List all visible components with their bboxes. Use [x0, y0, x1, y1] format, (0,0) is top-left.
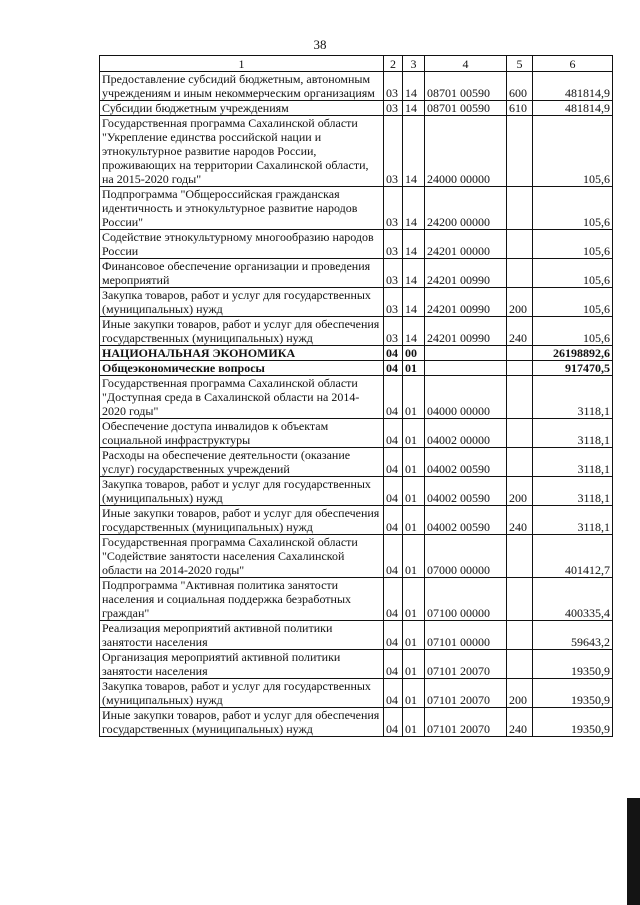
- expense-type-cell: 600: [507, 72, 533, 101]
- section-code-cell: 04: [384, 419, 403, 448]
- subsection-code-cell: 14: [403, 101, 425, 116]
- subsection-code-cell: 01: [403, 621, 425, 650]
- amount-cell: 26198892,6: [533, 346, 613, 361]
- row-name-cell: Субсидии бюджетным учреждениям: [100, 101, 384, 116]
- section-code-cell: 03: [384, 187, 403, 230]
- row-name-cell: Расходы на обеспечение деятельности (оказание услуг) государственных учреждений: [100, 448, 384, 477]
- expense-type-cell: [507, 259, 533, 288]
- table-row: [100, 376, 613, 419]
- target-article-cell: 24201 00990: [425, 288, 507, 317]
- amount-cell: 19350,9: [533, 679, 613, 708]
- section-code-cell: 03: [384, 101, 403, 116]
- section-code-cell: 04: [384, 578, 403, 621]
- table-row: [100, 116, 613, 187]
- row-name-cell: Закупка товаров, работ и услуг для государственных (муниципальных) нужд: [100, 288, 384, 317]
- target-article-cell: 04000 00000: [425, 376, 507, 419]
- target-article-cell: 04002 00000: [425, 419, 507, 448]
- amount-cell: 19350,9: [533, 650, 613, 679]
- section-code-cell: 03: [384, 317, 403, 346]
- header-col-4: 4: [425, 56, 507, 72]
- page-number: 38: [313, 37, 327, 52]
- table-row: [100, 230, 613, 259]
- row-name-cell: Государственная программа Сахалинской области "Укрепление единства российской нации и этнокультурное развитие народов России, проживающих на территории Сахалинской области, на 2015-2020 годы": [100, 116, 384, 187]
- amount-cell: 105,6: [533, 187, 613, 230]
- subsection-code-cell: 14: [403, 317, 425, 346]
- table-row: [100, 288, 613, 317]
- table-body: [100, 72, 613, 737]
- target-article-cell: 24200 00000: [425, 187, 507, 230]
- amount-cell: 19350,9: [533, 708, 613, 737]
- expense-type-cell: [507, 230, 533, 259]
- amount-cell: 3118,1: [533, 419, 613, 448]
- target-article-cell: 07101 00000: [425, 621, 507, 650]
- expense-type-cell: 240: [507, 506, 533, 535]
- subsection-code-cell: 01: [403, 419, 425, 448]
- expense-type-cell: [507, 346, 533, 361]
- section-code-cell: 03: [384, 72, 403, 101]
- subsection-code-cell: 01: [403, 448, 425, 477]
- header-col-3: 3: [403, 56, 425, 72]
- table-row: [100, 187, 613, 230]
- table-row: [100, 259, 613, 288]
- section-code-cell: 03: [384, 288, 403, 317]
- table-row: [100, 650, 613, 679]
- amount-cell: 917470,5: [533, 361, 613, 376]
- target-article-cell: 07101 20070: [425, 679, 507, 708]
- table-row: [100, 419, 613, 448]
- expense-type-cell: [507, 578, 533, 621]
- table-row: [100, 679, 613, 708]
- expense-type-cell: 240: [507, 317, 533, 346]
- subsection-code-cell: 00: [403, 346, 425, 361]
- section-code-cell: 04: [384, 448, 403, 477]
- budget-table: [99, 55, 613, 737]
- amount-cell: 3118,1: [533, 376, 613, 419]
- target-article-cell: 04002 00590: [425, 506, 507, 535]
- table-row: [100, 101, 613, 116]
- expense-type-cell: 610: [507, 101, 533, 116]
- section-code-cell: 04: [384, 477, 403, 506]
- target-article-cell: 08701 00590: [425, 72, 507, 101]
- target-article-cell: 07000 00000: [425, 535, 507, 578]
- section-code-cell: 03: [384, 259, 403, 288]
- target-article-cell: 08701 00590: [425, 101, 507, 116]
- amount-cell: 105,6: [533, 259, 613, 288]
- amount-cell: 3118,1: [533, 448, 613, 477]
- table-row: [100, 621, 613, 650]
- expense-type-cell: 200: [507, 679, 533, 708]
- table-row: [100, 72, 613, 101]
- target-article-cell: [425, 361, 507, 376]
- section-code-cell: 04: [384, 535, 403, 578]
- subsection-code-cell: 01: [403, 708, 425, 737]
- target-article-cell: 24000 00000: [425, 116, 507, 187]
- section-code-cell: 04: [384, 376, 403, 419]
- target-article-cell: 07101 20070: [425, 708, 507, 737]
- row-name-cell: Организация мероприятий активной политики занятости населения: [100, 650, 384, 679]
- subsection-code-cell: 14: [403, 187, 425, 230]
- subsection-code-cell: 14: [403, 116, 425, 187]
- table-row: [100, 346, 613, 361]
- row-name-cell: Государственная программа Сахалинской области "Содействие занятости населения Сахалинской области на 2014-2020 годы": [100, 535, 384, 578]
- scan-edge-mark: [627, 798, 640, 905]
- row-name-cell: Закупка товаров, работ и услуг для государственных (муниципальных) нужд: [100, 477, 384, 506]
- section-code-cell: 04: [384, 621, 403, 650]
- row-name-cell: Подпрограмма "Общероссийская гражданская идентичность и этнокультурное развитие народов России": [100, 187, 384, 230]
- amount-cell: 400335,4: [533, 578, 613, 621]
- expense-type-cell: 240: [507, 708, 533, 737]
- section-code-cell: 04: [384, 679, 403, 708]
- subsection-code-cell: 01: [403, 477, 425, 506]
- expense-type-cell: 200: [507, 477, 533, 506]
- row-name-cell: Иные закупки товаров, работ и услуг для обеспечения государственных (муниципальных) нужд: [100, 708, 384, 737]
- subsection-code-cell: 14: [403, 288, 425, 317]
- amount-cell: 401412,7: [533, 535, 613, 578]
- table-row: [100, 448, 613, 477]
- amount-cell: 105,6: [533, 317, 613, 346]
- header-col-1: 1: [100, 56, 384, 72]
- subsection-code-cell: 01: [403, 376, 425, 419]
- expense-type-cell: [507, 187, 533, 230]
- row-name-cell: Предоставление субсидий бюджетным, автономным учреждениям и иным некоммерческим организациям: [100, 72, 384, 101]
- row-name-cell: Реализация мероприятий активной политики занятости населения: [100, 621, 384, 650]
- amount-cell: 481814,9: [533, 101, 613, 116]
- subsection-code-cell: 01: [403, 578, 425, 621]
- section-code-cell: 04: [384, 708, 403, 737]
- amount-cell: 105,6: [533, 230, 613, 259]
- target-article-cell: 24201 00990: [425, 259, 507, 288]
- target-article-cell: 04002 00590: [425, 448, 507, 477]
- table-row: [100, 506, 613, 535]
- expense-type-cell: [507, 116, 533, 187]
- table-header-row: [100, 56, 613, 72]
- table-row: [100, 708, 613, 737]
- row-name-cell: Финансовое обеспечение организации и проведения мероприятий: [100, 259, 384, 288]
- table-row: [100, 535, 613, 578]
- amount-cell: 59643,2: [533, 621, 613, 650]
- target-article-cell: 04002 00590: [425, 477, 507, 506]
- header-col-6: 6: [533, 56, 613, 72]
- target-article-cell: 07100 00000: [425, 578, 507, 621]
- row-name-cell: Подпрограмма "Активная политика занятости населения и социальная поддержка безработных граждан": [100, 578, 384, 621]
- amount-cell: 105,6: [533, 288, 613, 317]
- expense-type-cell: [507, 650, 533, 679]
- amount-cell: 3118,1: [533, 477, 613, 506]
- row-name-cell: Содействие этнокультурному многообразию народов России: [100, 230, 384, 259]
- target-article-cell: [425, 346, 507, 361]
- target-article-cell: 24201 00000: [425, 230, 507, 259]
- expense-type-cell: [507, 361, 533, 376]
- expense-type-cell: 200: [507, 288, 533, 317]
- amount-cell: 3118,1: [533, 506, 613, 535]
- table-row: [100, 317, 613, 346]
- table-row: [100, 578, 613, 621]
- section-code-cell: 03: [384, 116, 403, 187]
- subsection-code-cell: 01: [403, 535, 425, 578]
- subsection-code-cell: 01: [403, 679, 425, 708]
- section-code-cell: 03: [384, 230, 403, 259]
- row-name-cell: Государственная программа Сахалинской области "Доступная среда в Сахалинской области на 2014-2020 годы": [100, 376, 384, 419]
- expense-type-cell: [507, 448, 533, 477]
- subsection-code-cell: 01: [403, 506, 425, 535]
- subsection-code-cell: 01: [403, 650, 425, 679]
- row-name-cell: Общеэкономические вопросы: [100, 361, 384, 376]
- row-name-cell: Обеспечение доступа инвалидов к объектам социальной инфраструктуры: [100, 419, 384, 448]
- section-code-cell: 04: [384, 346, 403, 361]
- subsection-code-cell: 01: [403, 361, 425, 376]
- subsection-code-cell: 14: [403, 230, 425, 259]
- row-name-cell: Закупка товаров, работ и услуг для государственных (муниципальных) нужд: [100, 679, 384, 708]
- target-article-cell: 24201 00990: [425, 317, 507, 346]
- target-article-cell: 07101 20070: [425, 650, 507, 679]
- section-code-cell: 04: [384, 650, 403, 679]
- row-name-cell: НАЦИОНАЛЬНАЯ ЭКОНОМИКА: [100, 346, 384, 361]
- table-row: [100, 477, 613, 506]
- expense-type-cell: [507, 376, 533, 419]
- header-col-2: 2: [384, 56, 403, 72]
- expense-type-cell: [507, 535, 533, 578]
- section-code-cell: 04: [384, 361, 403, 376]
- amount-cell: 481814,9: [533, 72, 613, 101]
- subsection-code-cell: 14: [403, 72, 425, 101]
- section-code-cell: 04: [384, 506, 403, 535]
- amount-cell: 105,6: [533, 116, 613, 187]
- table-row: [100, 361, 613, 376]
- expense-type-cell: [507, 621, 533, 650]
- subsection-code-cell: 14: [403, 259, 425, 288]
- expense-type-cell: [507, 419, 533, 448]
- row-name-cell: Иные закупки товаров, работ и услуг для обеспечения государственных (муниципальных) нужд: [100, 317, 384, 346]
- header-col-5: 5: [507, 56, 533, 72]
- row-name-cell: Иные закупки товаров, работ и услуг для обеспечения государственных (муниципальных) нужд: [100, 506, 384, 535]
